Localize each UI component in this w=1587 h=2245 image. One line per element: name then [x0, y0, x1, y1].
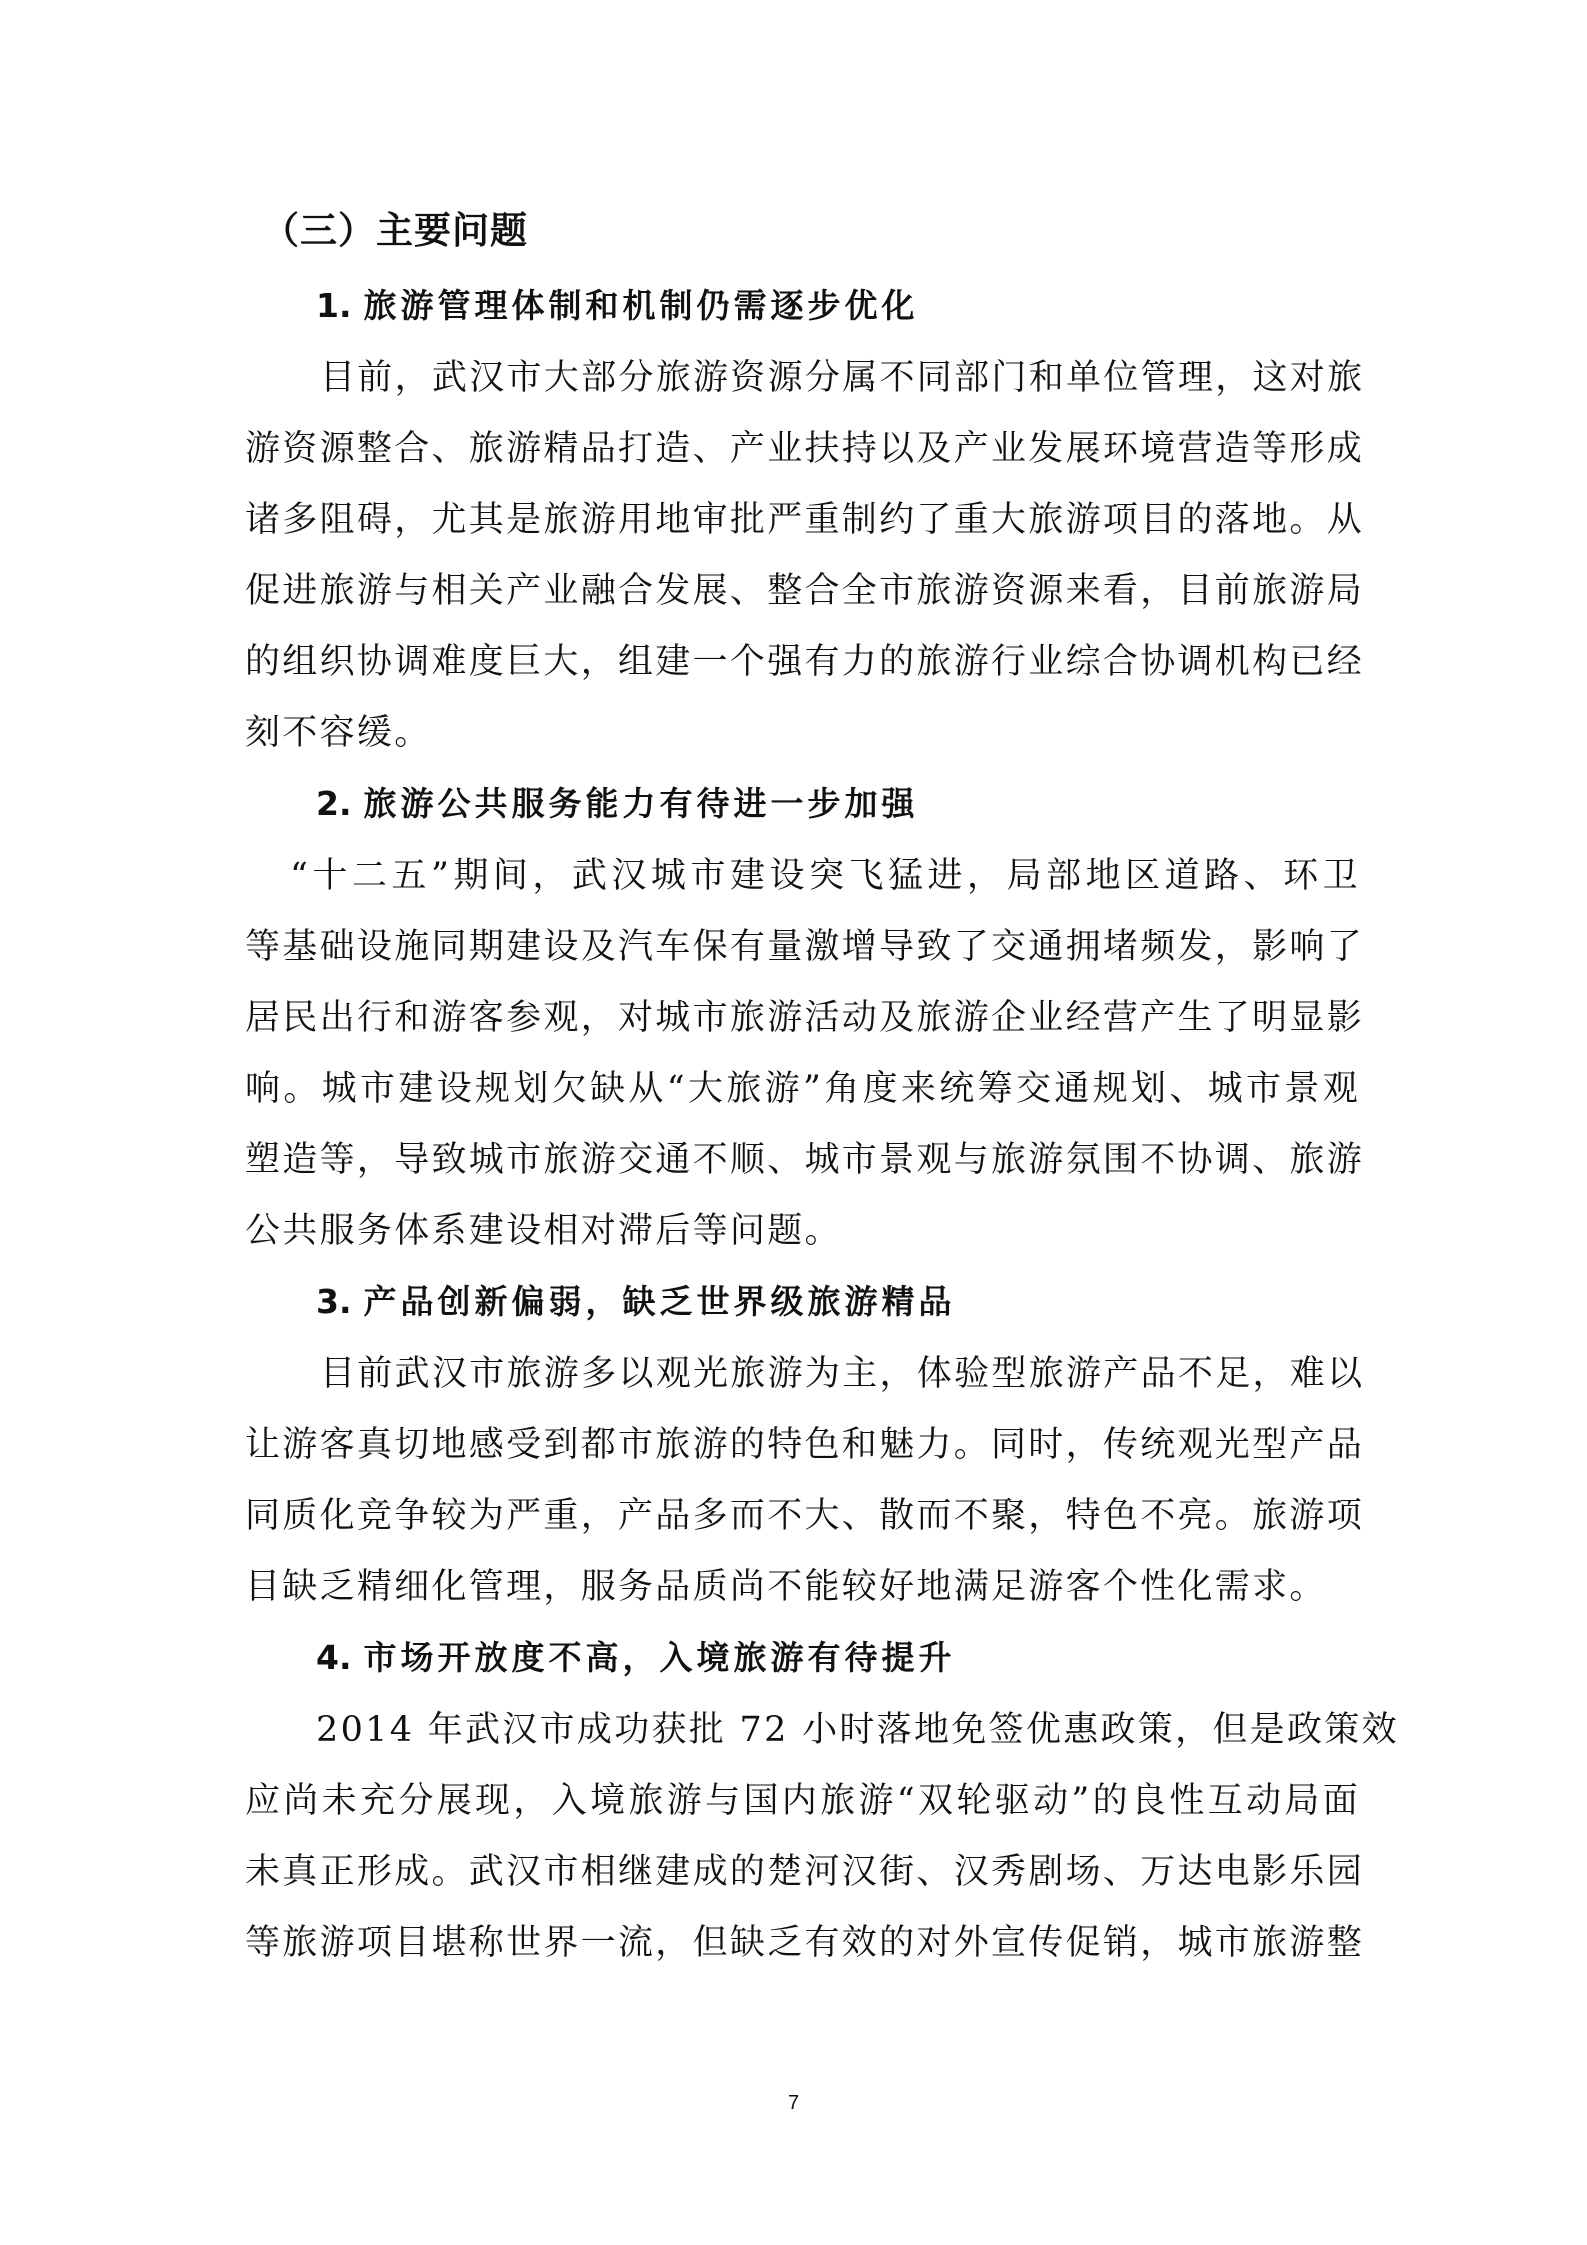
subsection-heading-text: 旅游管理体制和机制仍需逐步优化: [363, 286, 919, 325]
paragraph-line: 公共服务体系建设相对滞后等问题。: [245, 1211, 842, 1251]
page-number: 7: [787, 2092, 800, 2114]
subsection-number: 3.: [316, 1282, 352, 1321]
subsection-heading-3: [316, 1274, 956, 1330]
section-title: （三）主要问题: [262, 209, 528, 252]
subsection-heading-2: [316, 776, 919, 832]
paragraph-line: 响。城市建设规划欠缺从“大旅游”角度来统筹交通规划、城市景观: [245, 1069, 1360, 1109]
subsection-heading-text: 旅游公共服务能力有待进一步加强: [363, 784, 919, 823]
subsection-number: 2.: [316, 784, 352, 823]
paragraph-line: 同质化竞争较为严重，产品多而不大、散而不聚，特色不亮。旅游项: [245, 1496, 1365, 1536]
subsection-heading-1: [316, 278, 919, 334]
paragraph-line: 塑造等，导致城市旅游交通不顺、城市景观与旅游氛围不协调、旅游: [245, 1140, 1365, 1180]
paragraph-line: 应尚未充分展现，入境旅游与国内旅游“双轮驱动”的良性互动局面: [245, 1781, 1360, 1821]
paragraph-line: 刻不容缓。: [245, 713, 432, 753]
paragraph-line: 未真正形成。武汉市相继建成的楚河汉街、汉秀剧场、万达电影乐园: [245, 1852, 1365, 1892]
paragraph-line: 2014 年武汉市成功获批 72 小时落地免签优惠政策，但是政策效: [316, 1710, 1399, 1750]
paragraph-line: 目前，武汉市大部分旅游资源分属不同部门和单位管理，这对旅: [320, 358, 1365, 398]
paragraph-line: 游资源整合、旅游精品打造、产业扶持以及产业发展环境营造等形成: [245, 429, 1365, 469]
subsection-heading-text: 产品创新偏弱，缺乏世界级旅游精品: [363, 1282, 956, 1321]
paragraph-line: 的组织协调难度巨大，组建一个强有力的旅游行业综合协调机构已经: [245, 642, 1365, 682]
subsection-heading-4: [316, 1630, 956, 1686]
paragraph-line: 等旅游项目堪称世界一流，但缺乏有效的对外宣传促销，城市旅游整: [245, 1923, 1365, 1963]
paragraph-line: 目前武汉市旅游多以观光旅游为主，体验型旅游产品不足，难以: [320, 1354, 1365, 1394]
paragraph-line: 等基础设施同期建设及汽车保有量激增导致了交通拥堵频发，影响了: [245, 927, 1365, 967]
subsection-number: 4.: [316, 1638, 352, 1677]
paragraph-line: 让游客真切地感受到都市旅游的特色和魅力。同时，传统观光型产品: [245, 1425, 1365, 1465]
paragraph-line: 促进旅游与相关产业融合发展、整合全市旅游资源来看，目前旅游局: [245, 571, 1365, 611]
paragraph-line: 目缺乏精细化管理，服务品质尚不能较好地满足游客个性化需求。: [245, 1567, 1327, 1607]
subsection-number: 1.: [316, 286, 352, 325]
paragraph-line: 居民出行和游客参观，对城市旅游活动及旅游企业经营产生了明显影: [245, 998, 1365, 1038]
paragraph-line: 诸多阻碍，尤其是旅游用地审批严重制约了重大旅游项目的落地。从: [245, 500, 1365, 540]
subsection-heading-text: 市场开放度不高，入境旅游有待提升: [363, 1638, 956, 1677]
paragraph-line: “十二五”期间，武汉城市建设突飞猛进，局部地区道路、环卫: [290, 856, 1360, 896]
